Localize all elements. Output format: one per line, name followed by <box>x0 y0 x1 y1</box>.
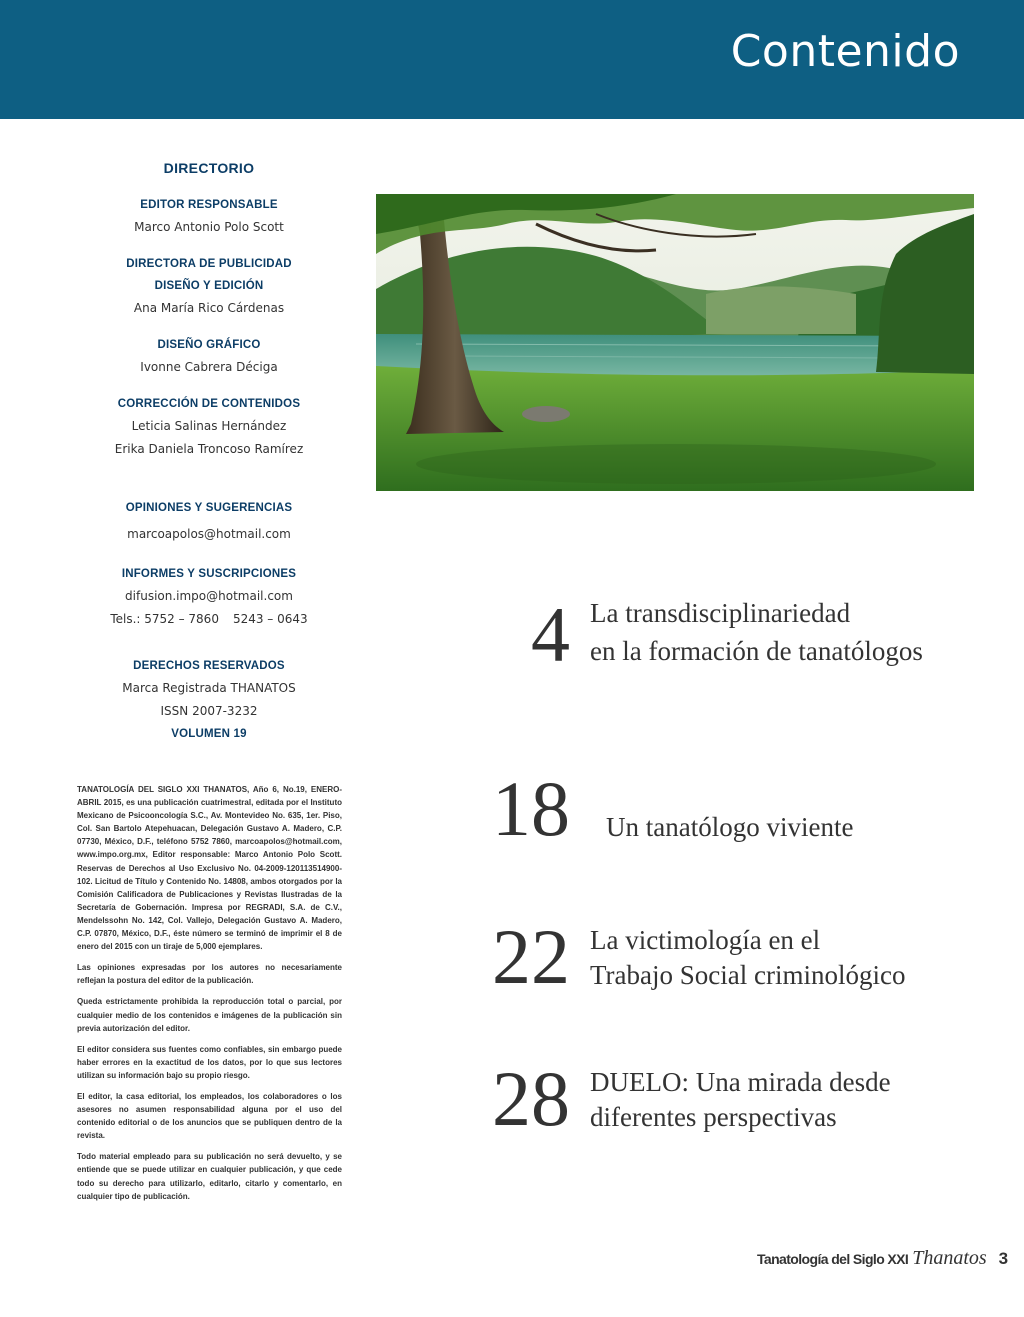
trademark: Marca Registrada THANATOS <box>122 681 296 695</box>
telephones <box>60 608 358 631</box>
legal-notice <box>77 783 342 1211</box>
legal-paragraph: El editor, la casa editorial, los empleados, los colaboradores o los asesores no asumen responsabilidad alguna por el uso del contenido editorial o de los anuncios que se publiquen dentro de la revista. <box>77 1091 342 1141</box>
toc-page-number: 4 <box>531 591 570 678</box>
toc-entry[interactable] <box>480 913 930 1000</box>
legal-paragraph: El editor considera sus fuentes como confiables, sin embargo puede haber errores en la exactitud de los datos, por lo que sus lectores utilizan su información bajo su propio riesgo. <box>77 1044 342 1080</box>
telephone-2: 5243 – 0643 <box>232 612 308 626</box>
toc-entry[interactable] <box>500 591 950 678</box>
toc-title-line: diferentes perspectivas <box>590 1102 837 1132</box>
correction-heading: CORRECCIÓN DE CONTENIDOS <box>117 398 301 410</box>
directory <box>60 160 358 745</box>
toc-title-line: en la formación de tanatólogos <box>590 636 923 666</box>
publicity-name: Ana María Rico Cárdenas <box>133 301 285 315</box>
graphic-design-name: Ivonne Cabrera Déciga <box>140 360 278 374</box>
toc-title-line: La transdisciplinariedad <box>590 598 851 628</box>
info-heading: INFORMES Y SUSCRIPCIONES <box>121 568 297 580</box>
toc-title-line: DUELO: Una mirada desde <box>590 1067 891 1097</box>
legal-paragraph: Las opiniones expresadas por los autores no necesariamente reflejan la postura del editor de la publicación. <box>77 963 342 986</box>
issn: ISSN 2007-3232 <box>160 704 258 718</box>
publicity-heading: DIRECTORA DE PUBLICIDAD <box>126 258 292 270</box>
toc-entry[interactable] <box>480 765 930 852</box>
header-banner <box>0 0 1024 119</box>
toc-page-number: 18 <box>492 765 570 852</box>
toc-entry[interactable] <box>480 1055 930 1142</box>
opinions-heading: OPINIONES Y SUGERENCIAS <box>125 502 293 514</box>
editor-name: Marco Antonio Polo Scott <box>134 220 284 234</box>
toc-page-number: 22 <box>492 913 570 1000</box>
rights-heading: DERECHOS RESERVADOS <box>133 660 285 672</box>
toc-title-line: Un tanatólogo viviente <box>606 812 854 842</box>
legal-paragraph: TANATOLOGÍA DEL SIGLO XXI THANATOS, Año 6, No.19, ENERO-ABRIL 2015, es una publicación cuatrimestral, editada por el Instituto Mexicano de Psicooncología S.C., Av. Montevideo No. 635, 1er. Piso, Col. San Bartolo Atepehuacan, Delegación Gustavo A. Madero, C.P. 07730, México, D.F., teléfono 5752 7860, marcoapolos@hotmail.com, www.impo.org.mx, Editor responsable: Marco Antonio Polo Scott. Reservas de Derechos al Uso Exclusivo No. 04-2009-120113514900-102. Licitud de Título y Contenido No. 14808, ambos otorgados por la Comisión Calificadora de Publicaciones y Revistas Ilustradas de la Secretaría de Gobernación. Impresa por REGRADI, S.A. de C.V., Mendelssohn No. 142, Col. Vallejo, Delegación Gustavo A. Madero, C.P. 07870, México, D.F., éste número se terminó de imprimir el 8 de enero del 2015 con un tiraje de 5,000 ejemplares. <box>77 785 342 952</box>
page-title: Contenido <box>730 26 960 77</box>
footer-brand: Thanatos <box>912 1247 987 1269</box>
info-email[interactable]: difusion.impo@hotmail.com <box>125 589 293 603</box>
toc-page-number: 28 <box>492 1055 570 1142</box>
telephone-1: Tels.: 5752 – 7860 <box>110 612 219 626</box>
page-number: 3 <box>998 1249 1009 1268</box>
footer-magazine-name: Tanatología del Siglo XXI <box>757 1251 909 1267</box>
toc-title-line: Trabajo Social criminológico <box>590 960 906 990</box>
graphic-design-heading: DISEÑO GRÁFICO <box>157 339 261 351</box>
editor-heading: EDITOR RESPONSABLE <box>140 199 278 211</box>
legal-paragraph: Todo material empleado para su publicación no será devuelto, y se entiende que se puede utilizar en cualquier publicación, y que cede todo su derecho para utilizarlo, editarlo, citarlo y comentarlo, en cualquier tipo de publicación. <box>77 1152 342 1201</box>
correction-name: Leticia Salinas Hernández <box>131 419 287 433</box>
directory-title: DIRECTORIO <box>163 160 255 176</box>
opinions-email[interactable]: marcoapolos@hotmail.com <box>127 527 291 541</box>
correction-name: Erika Daniela Troncoso Ramírez <box>114 442 304 456</box>
legal-paragraph: Queda estrictamente prohibida la reproducción total o parcial, por cualquier medio de los contenidos e imágenes de la publicación sin previa autorización del editor. <box>77 997 342 1033</box>
toc-title-line: La victimología en el <box>590 925 821 955</box>
design-edit-heading: DISEÑO Y EDICIÓN <box>154 280 264 292</box>
page-footer <box>757 1247 1008 1273</box>
volume: VOLUMEN 19 <box>171 728 247 740</box>
lake-landscape-photo <box>376 194 974 491</box>
